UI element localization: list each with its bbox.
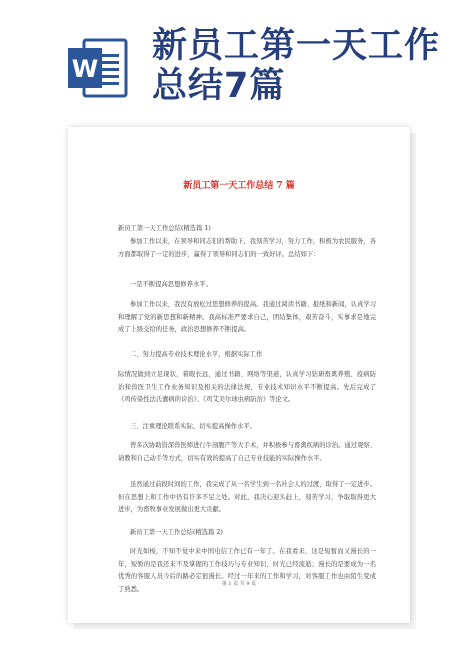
paragraph: 时光如梭，不知不觉中来中国电信工作已有一年了。在我看来，这是短暂而又漫长的一年，短暂的是我还来不及掌握的工作技巧与专业知识，时光已经流逝；漫长的是要成为一名优秀的客服人员今后的路必定很漫长。经过一年来的工作和学习，对客服工作也由陌生变成了熟悉。	[118, 548, 376, 593]
paragraph: 二、努力提高专业技术理论水平，根据实际工作	[130, 351, 263, 358]
document-page	[68, 127, 410, 623]
page-number-footer: 第 1 页 共 9 页	[221, 581, 257, 587]
document-title: 新员工第一天工作总结 7 篇	[183, 181, 295, 191]
page-title	[152, 26, 452, 106]
svg-text:W: W	[71, 55, 99, 83]
paragraph: 际情况做到立足现状，着眼长远，通过书籍、网络等渠道，认真学习钻研畜禽养殖、疫病防治和兽医卫生工作业务知识及相关的法律法规，专业技术知识水平不断提高。先后完成了《鸡传染性法氏囊病的诊治》、《鸡艾美尔球虫病防治》等论文。	[118, 371, 376, 404]
paragraph: 一是不断提高思想修养水平。	[130, 281, 212, 288]
paragraph: 三、注重理论联系实际，切实提高操作水平。	[130, 423, 256, 430]
section-heading: 新员工第一天工作总结(精选篇 1)	[118, 225, 211, 232]
paragraph: 曾多次协助资深兽医师进行牛剖腹产等大手术，并积极参与畜禽疾病的诊治。通过观察、请教和自己动手等方式，切实有效的提高了自己专业技能的实际操作水平。	[118, 442, 376, 462]
paragraph: 虽然通过前段时间的工作，我完成了从一名学生到一名社会人的过渡，取得了一定进步。但在思想上和工作中仍有许多不足之处。对此，我决心迎头赶上，刻苦学习，争取取得更大进步，为畜牧事业发展做出更大贡献。	[118, 481, 376, 514]
paragraph: 参加工作以来，在领导和同志们的帮助下，我刻苦学习，努力工作，积极为农民服务，各方面都取得了一定的进步，赢得了领导和同志们的一致好评。总结如下：	[118, 238, 376, 258]
section-heading: 新员工第一天工作总结(精选篇 2)	[130, 529, 223, 536]
page-title-line-2: 总结7篇	[152, 66, 286, 106]
word-document-icon	[66, 36, 130, 100]
paragraph: 参加工作以来，我没有放松过思想修养的提高。我通过阅读书籍、报纸和新闻，认真学习和理解了党的新思想和新精神。我高标准严要求自己，团结集体，艰苦奋斗，实事求是地完成了上级交给的任务，政治思想修养不断提高。	[118, 301, 376, 334]
page-title-line-1: 新员工第一天工作	[152, 26, 441, 66]
